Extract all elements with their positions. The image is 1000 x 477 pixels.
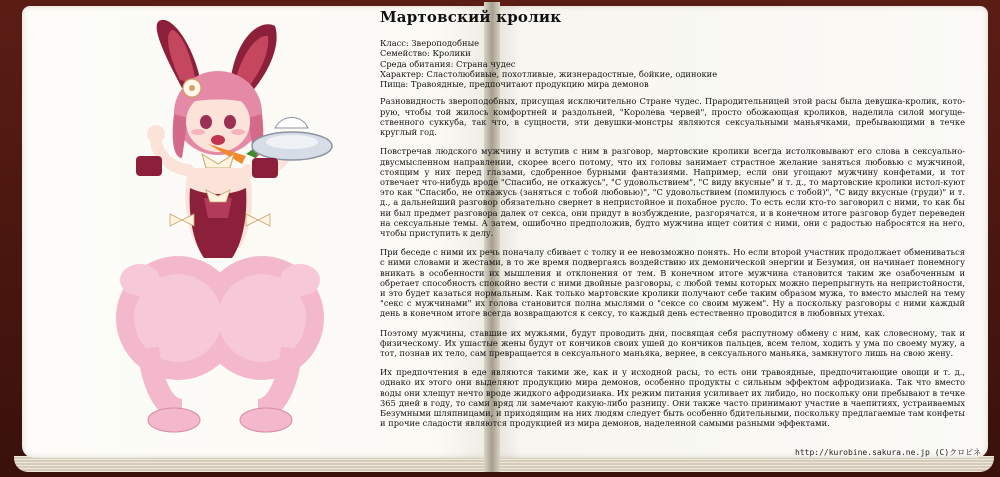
paragraph-food: Их предпочтения в еде являются такими же, как и у исходной расы, то есть они травоядные, предпочитающие овощи и т. д., однако их этого они выделяют продукцию мира демонов, особенно продукты с сильным эффектом афродизиака. Так что вместо воды они хлещут нечто вроде жидкого афродизиака. Их режим питания усиливает их либидо, но поскольку они пребывают в течке 365 дней в году, то сами вряд ли замечают какую-либо разницу. Они также часто принимают участие в чаепитиях, устраиваемых Безумными шляпницами, и приходящим на них людям следует быть особенно бдительными, поскольку предлагаемые там конфеты и прочие сладости являются продукцией из мира демонов, наделенной самыми разными эффектами. (380, 367, 965, 429)
march-hare-illustration (70, 18, 370, 438)
meta-character: Характер: Сластолюбивые, похотливые, жизнерадостные, бойкие, одинокие (380, 68, 718, 79)
meta-habitat: Среда обитания: Страна чудес (380, 58, 516, 69)
paragraph-husbands: Поэтому мужчины, ставшие их мужьями, будут проводить дни, посвящая себя распутному обмену с ним, как словесному, так и физическому. Их ушастые жены будут от кончиков своих ушей до кончиков пальцев, всем телом, ходить у ума по своему мужу, а тот, познав их тело, сам превращается в сексуального маньяка, вернее, в сексуального маньяка, замкнутого лишь на свою жену. (380, 327, 965, 358)
footer-copyright: (C)クロビネ (934, 448, 982, 457)
meta-food: Пища: Травоядные, предпочитают продукцию мира демонов (380, 79, 649, 90)
paragraph-encounter: Повстречав людского мужчину и вступив с ним в разговор, мартовские кролики всегда истолковывают его слова в сексуально-двусмысленном направлении, скорее всего потому, что их головы занимает страстное желание заняться любовью с мужчиной, стоящим у них перед глазами, сдобренное бурными фантазиями. Например, если они угощают мужчину конфетами, и тот отвечает что-нибудь вроде "Спасибо, не откажусь", "С удовольствием", "С виду вкусные" и т. д., то мартовские кролики истол-куют это как "Спасибо, не откажусь (заняться с тобой любовью)", "С удовольствием (помилуюсь с тобой)", "С виду вкусные (груди)" и т. д., а дальнейший разговор обязательно свернет в непристойное и похабное русло. То есть если кто-то заговорил с ними, то как бы ни был предмет разговора далек от секса, они придут в возбуждение, разгорячатся, и в конечном итоге разговор будет переведен на сексуальные темы. А затем, ошибочно предположив, будто мужчина ищет соития с ними, они с радостью набросятся на него, чтобы приступить к делу. (380, 146, 965, 238)
entry-title: Мартовский кролик (380, 8, 562, 26)
entry-meta (380, 38, 965, 89)
meta-family: Семейство: Кролики (380, 48, 471, 59)
paragraph-conversation: При беседе с ними их речь поначалу сбивает с толку и ее невозможно понять. Но если второй участник продолжает обмениваться с ними словами и жестами, в то же время подвергаясь воздействию их демонической энергии и Безумия, он начинает понемногу вникать в особенности их мышления и отклонения от тем. В конечном итоге мужчина становится таким же озабоченным и обретает способность спокойно вести с ними двойные разговоры, с любой темы которых можно перепрыгнуть на непристойности, и это будет казаться нормальным. Как только мартовские кролики получают себе таким образом мужа, то вместо мыслей на тему "секс с мужчинами" их голова становится полна мыслями о "сексе со своим мужем". Ну а поскольку разговоры с ними каждый день в конечном итоге всегда возвращаются к сексу, то каждый день естественно проводится в любовных утехах. (380, 247, 965, 319)
footer-url: http://kurobine.sakura.ne.jp (795, 448, 930, 457)
meta-class: Класс: Звероподобные (380, 38, 480, 48)
page-edges (14, 456, 994, 472)
page-footer (795, 447, 981, 458)
entry-text (380, 8, 965, 448)
paragraph-origin: Разновидность звероподобных, присущая исключительно Стране чудес. Прародительницей этой расы была девушка-кролик, кото-рую, чтобы той жилось комфортней и раздольней, "Королева червей", просто обожающая кроликов, наделила силой могуще-ственного суккуба, так что, в сущности, эти девушки-монстры являются сексуальными маньячками, пребывающими в течке круглый год. (380, 96, 965, 138)
